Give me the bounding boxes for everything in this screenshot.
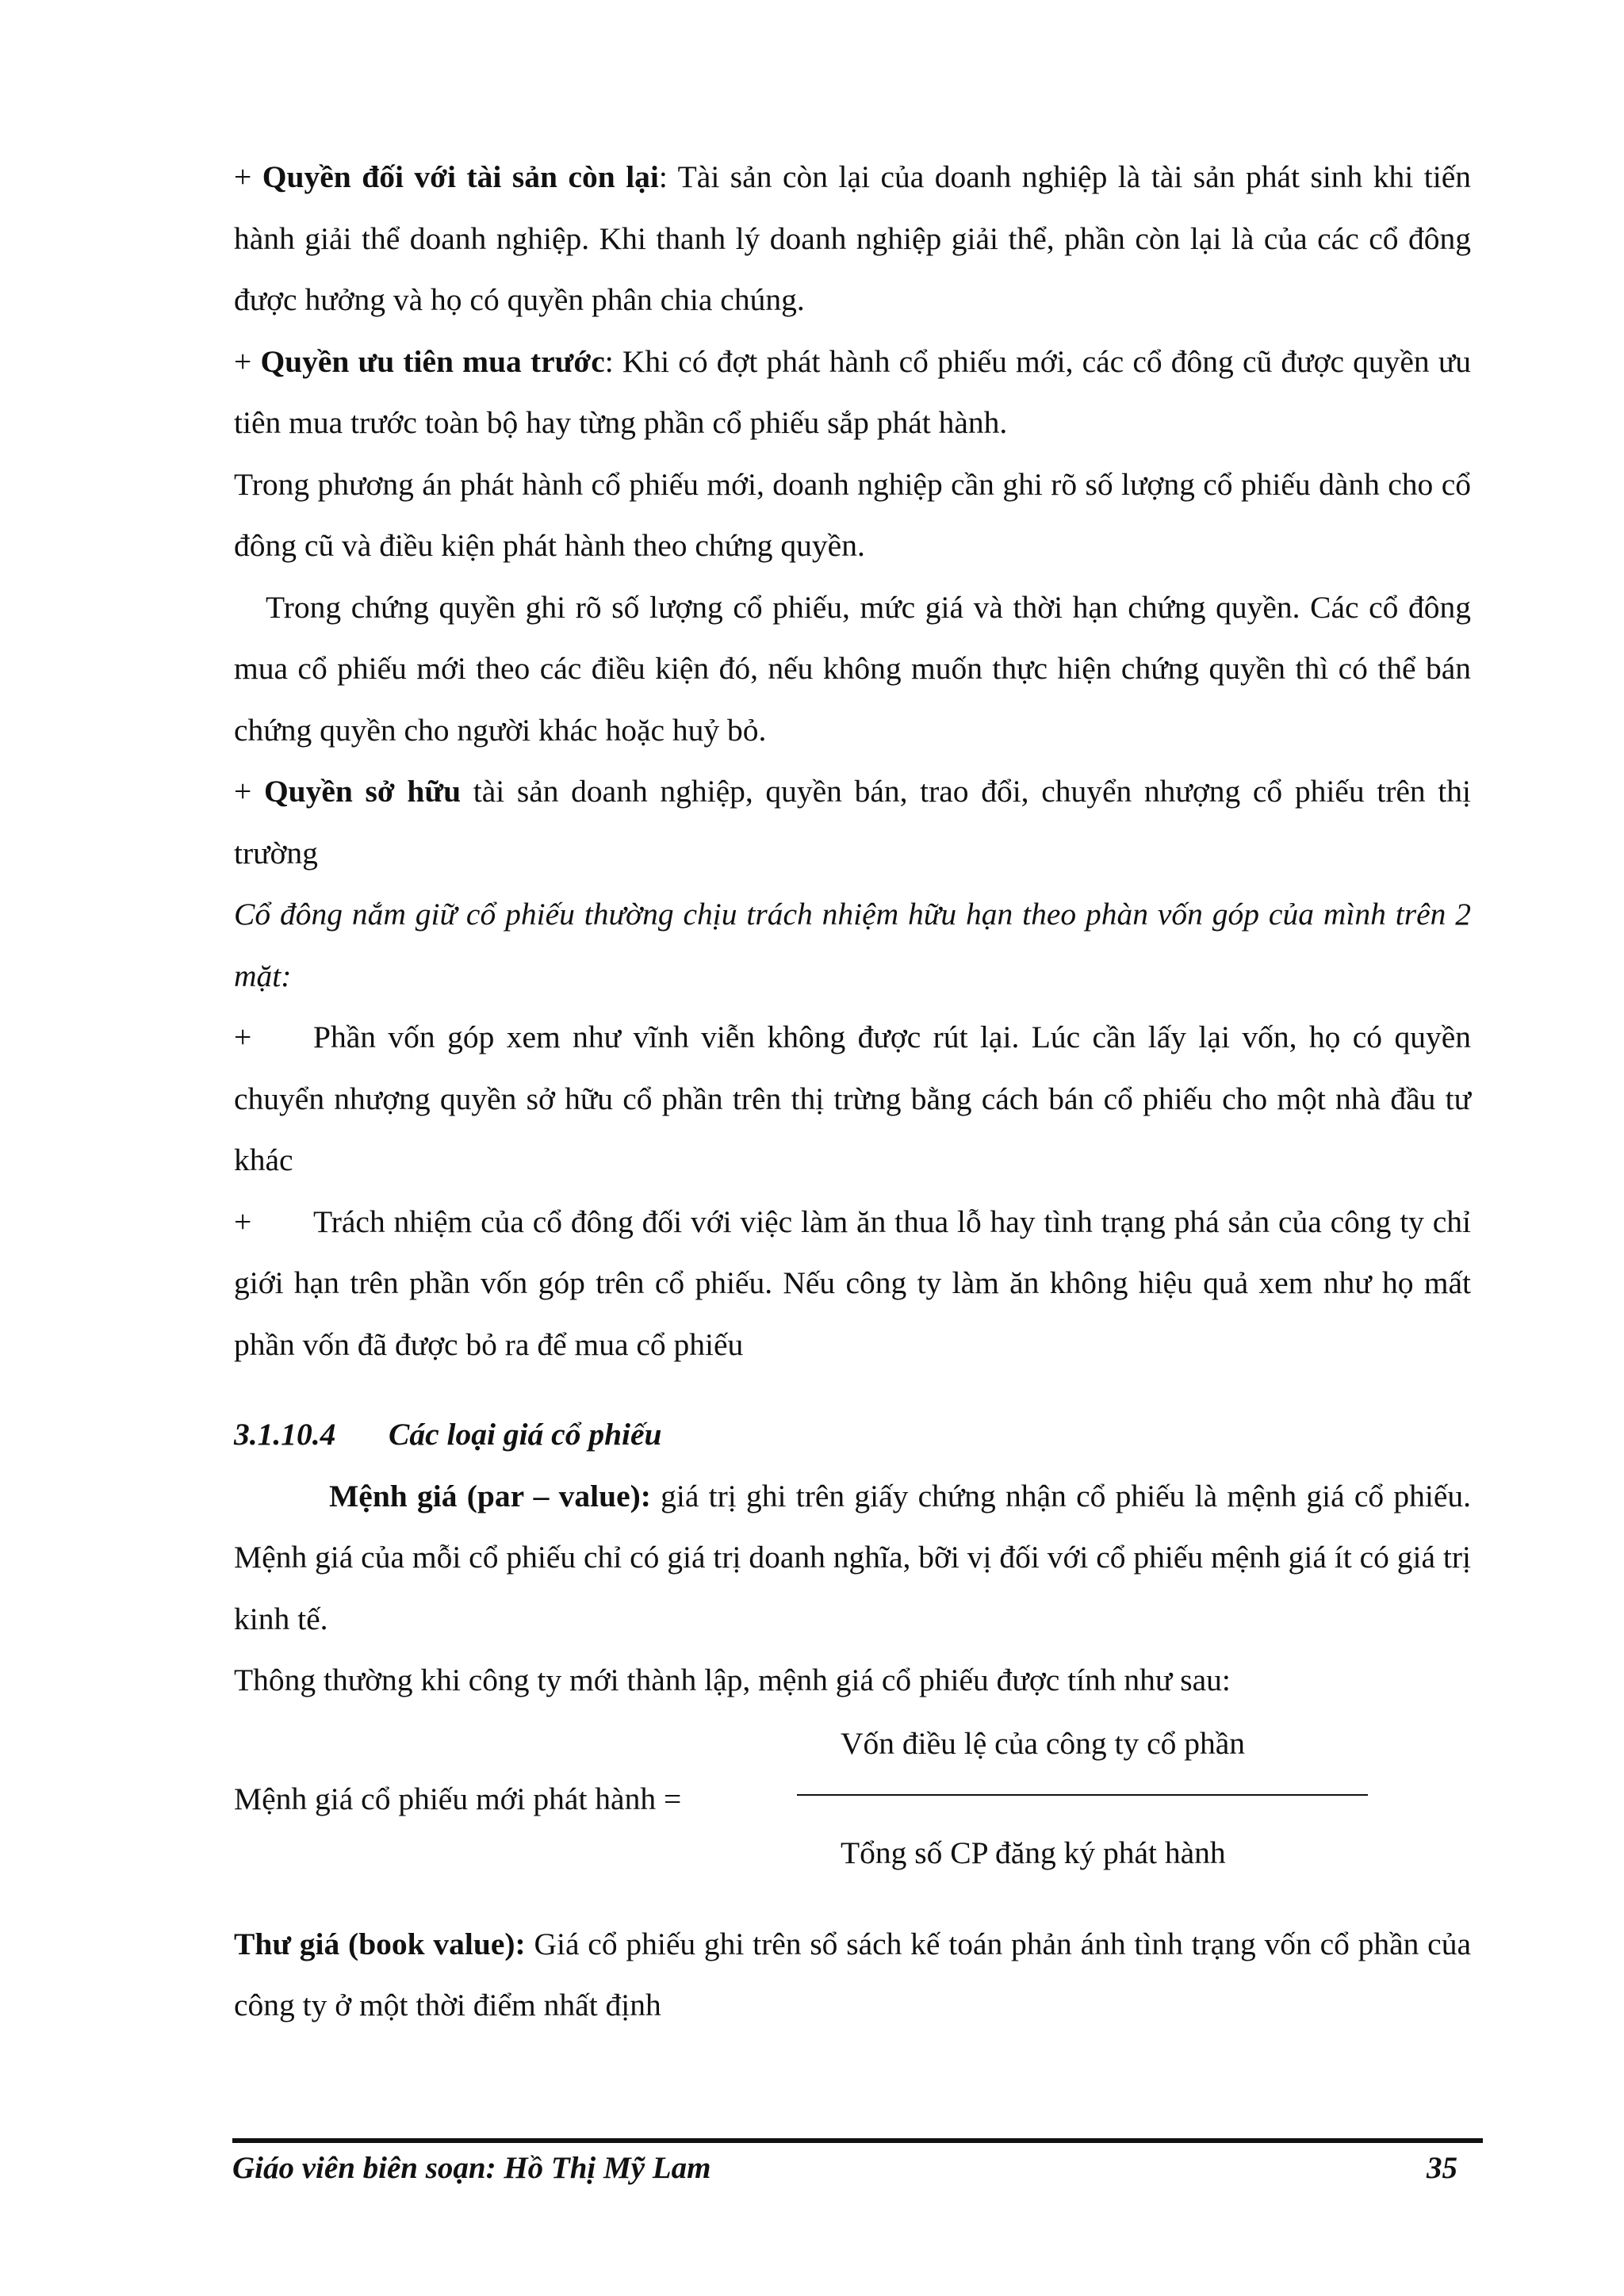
paragraph-text: tài sản doanh nghiệp, quyền bán, trao đổi, chuyển nhượng cổ phiếu trên thị trường bbox=[234, 774, 1471, 871]
paragraph-formula-intro: Thông thường khi công ty mới thành lập, mệnh giá cổ phiếu được tính như sau: bbox=[234, 1663, 1231, 1697]
paragraph-text: Phần vốn góp xem như vĩnh viễn không được rút lại. Lúc cần lấy lại vốn, họ có quyền chuyển nhượng quyền sở hữu cổ phần trên thị trừng bằng cách bán cổ phiếu cho một nhà đầu tư khác bbox=[234, 1020, 1471, 1177]
bullet-plus: + bbox=[234, 343, 252, 379]
formula-numerator: Vốn điều lệ của công ty cổ phần bbox=[841, 1725, 1246, 1761]
paragraph-liability-limit bbox=[234, 1192, 1471, 1376]
term-book-value: Thư giá (book value): bbox=[234, 1926, 526, 1961]
paragraph-text: : Tài sản còn lại của doanh nghiệp là tài sản phát sinh khi tiến hành giải thể doanh nghiệp. Khi thanh lý doanh nghiệp giải thể, phần còn lại là của các cổ đông được hưởng và họ có quyền phân chia chúng. bbox=[234, 159, 1471, 317]
paragraph-preemptive-right bbox=[234, 331, 1471, 454]
term-par-value: Mệnh giá (par – value): bbox=[329, 1478, 651, 1513]
paragraph-text: Giá cổ phiếu ghi trên sổ sách kế toán phản ánh tình trạng vốn cổ phần của công ty ở một thời điểm nhất định bbox=[234, 1926, 1471, 2022]
term-remaining-assets: Quyền đối với tài sản còn lại bbox=[262, 159, 659, 194]
section-number: 3.1.10.4 bbox=[234, 1417, 336, 1452]
section-heading bbox=[234, 1404, 1471, 1466]
bullet-plus: + bbox=[234, 774, 252, 809]
formula-denominator: Tổng số CP đăng ký phát hành bbox=[841, 1835, 1226, 1870]
paragraph-remaining-assets-right bbox=[234, 147, 1471, 331]
term-preemptive-right: Quyền ưu tiên mua trước bbox=[260, 343, 605, 379]
paragraph-book-value bbox=[234, 1914, 1471, 2037]
page-number: 35 bbox=[1427, 2151, 1457, 2185]
formula-lhs: Mệnh giá cổ phiếu mới phát hành = bbox=[234, 1781, 682, 1816]
fraction-line bbox=[797, 1794, 1368, 1796]
bullet-plus: + bbox=[234, 1020, 252, 1054]
paragraph-par-value bbox=[234, 1466, 1471, 1651]
bullet-plus: + bbox=[234, 1203, 252, 1239]
paragraph-warrant: Trong chứng quyền ghi rõ số lượng cổ phiếu, mức giá và thời hạn chứng quyền. Các cổ đông mua cổ phiếu mới theo các điều kiện đó, nếu không muốn thực hiện chứng quyền thì có thể bán chứng quyền cho người khác hoặc huỷ bỏ. bbox=[234, 589, 1471, 748]
term-ownership: Quyền sở hữu bbox=[263, 774, 462, 809]
page-footer bbox=[232, 2150, 1457, 2186]
paragraph-limited-liability-italic: Cổ đông nắm giữ cổ phiếu thường chịu trách nhiệm hữu hạn theo phàn vốn góp của mình trên 2 mặt: bbox=[234, 897, 1471, 993]
footer-divider bbox=[232, 2138, 1483, 2143]
paragraph-ownership-right bbox=[234, 761, 1471, 884]
paragraph-text: Trách nhiệm của cổ đông đối với việc làm ăn thua lỗ hay tình trạng phá sản của công ty chỉ giới hạn trên phần vốn góp trên cổ phiếu. Nếu công ty làm ăn không hiệu quả xem như họ mất phần vốn đã được bỏ ra để mua cổ phiếu bbox=[234, 1203, 1471, 1362]
par-value-formula bbox=[234, 1713, 1471, 1884]
page-body bbox=[234, 147, 1471, 2037]
paragraph-text: : Khi có đợt phát hành cổ phiếu mới, các cổ đông cũ được quyền ưu tiên mua trước toàn bộ hay từng phần cổ phiếu sắp phát hành. bbox=[234, 343, 1472, 440]
spacer bbox=[234, 1884, 1471, 1914]
paragraph-capital-permanent bbox=[234, 1007, 1471, 1192]
section-title: Các loại giá cổ phiếu bbox=[389, 1417, 662, 1452]
bullet-plus: + bbox=[234, 159, 252, 194]
footer-author: Giáo viên biên soạn: Hồ Thị Mỹ Lam bbox=[232, 2151, 711, 2185]
paragraph-text: giá trị ghi trên giấy chứng nhận cổ phiếu là mệnh giá cổ phiếu. Mệnh giá của mỗi cổ phiếu chỉ có giá trị doanh nghĩa, bỡi vị đối với cổ phiếu mệnh giá ít có giá trị kinh tế. bbox=[234, 1478, 1471, 1636]
paragraph-issuance-plan: Trong phương án phát hành cổ phiếu mới, doanh nghiệp cần ghi rõ số lượng cổ phiếu dành cho cổ đông cũ và điều kiện phát hành theo chứng quyền. bbox=[234, 466, 1471, 563]
